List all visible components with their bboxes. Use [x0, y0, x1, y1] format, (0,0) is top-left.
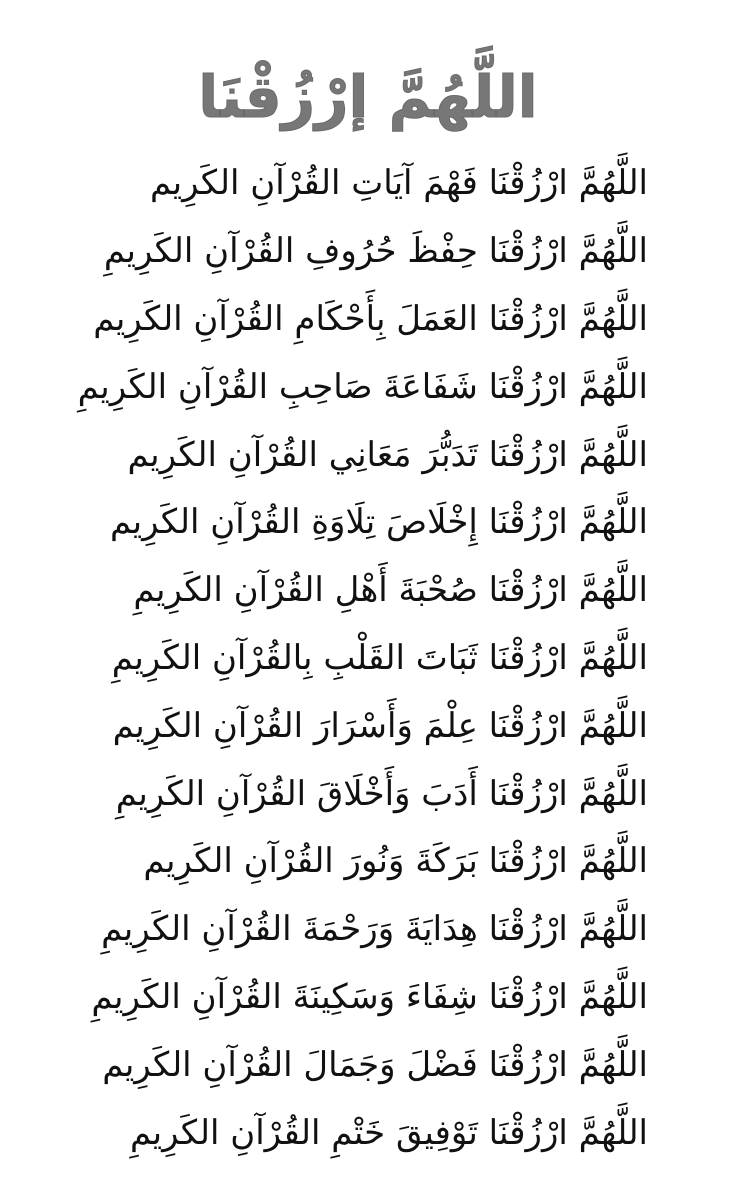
supplication-line-2: اللَّهُمَّ ارْزُقْنَا حِفْظَ حُرُوفِ القُرْآنِ الكَرِيمِ: [103, 231, 648, 272]
supplication-line-13: اللَّهُمَّ ارْزُقْنَا شِفَاءَ وَسَكِينَةَ القُرْآنِ الكَرِيمِ: [91, 976, 648, 1017]
supplication-line-8: اللَّهُمَّ ارْزُقْنَا ثَبَاتَ القَلْبِ بِالقُرْآنِ الكَرِيمِ: [111, 637, 648, 678]
supplication-line-3: اللَّهُمَّ ارْزُقْنَا العَمَلَ بِأَحْكَامِ القُرْآنِ الكَرِيم: [93, 298, 648, 339]
supplication-line-10: اللَّهُمَّ ارْزُقْنَا أَدَبَ وَأَخْلَاقَ القُرْآنِ الكَرِيمِ: [115, 773, 648, 814]
supplication-line-12: اللَّهُمَّ ارْزُقْنَا هِدَايَةَ وَرَحْمَةَ القُرْآنِ الكَرِيمِ: [101, 909, 648, 950]
supplication-line-14: اللَّهُمَّ ارْزُقْنَا فَضْلَ وَجَمَالَ القُرْآنِ الكَرِيم: [102, 1044, 648, 1085]
supplication-line-5: اللَّهُمَّ ارْزُقْنَا تَدَبُّرَ مَعَانِي القُرْآنِ الكَرِيم: [127, 434, 648, 475]
supplication-line-7: اللَّهُمَّ ارْزُقْنَا صُحْبَةَ أَهْلِ القُرْآنِ الكَرِيمِ: [133, 570, 648, 611]
supplication-line-1: اللَّهُمَّ ارْزُقْنَا فَهْمَ آيَاتِ القُرْآنِ الكَرِيم: [150, 163, 648, 204]
supplication-line-11: اللَّهُمَّ ارْزُقْنَا بَرَكَةَ وَنُورَ القُرْآنِ الكَرِيم: [143, 841, 648, 882]
supplication-line-9: اللَّهُمَّ ارْزُقْنَا عِلْمَ وَأَسْرَارَ القُرْآنِ الكَرِيم: [112, 705, 648, 746]
supplication-list: [48, 150, 648, 1167]
supplication-line-4: اللَّهُمَّ ارْزُقْنَا شَفَاعَةَ صَاحِبِ القُرْآنِ الكَرِيمِ: [77, 366, 648, 407]
page-title: اللَّهُمَّ إرْزُقْنَا: [198, 63, 538, 131]
supplication-line-6: اللَّهُمَّ ارْزُقْنَا إِخْلَاصَ تِلَاوَةِ القُرْآنِ الكَرِيم: [109, 502, 648, 543]
supplication-line-15: اللَّهُمَّ ارْزُقْنَا تَوْفِيقَ خَتْمِ القُرْآنِ الكَرِيمِ: [130, 1112, 648, 1153]
